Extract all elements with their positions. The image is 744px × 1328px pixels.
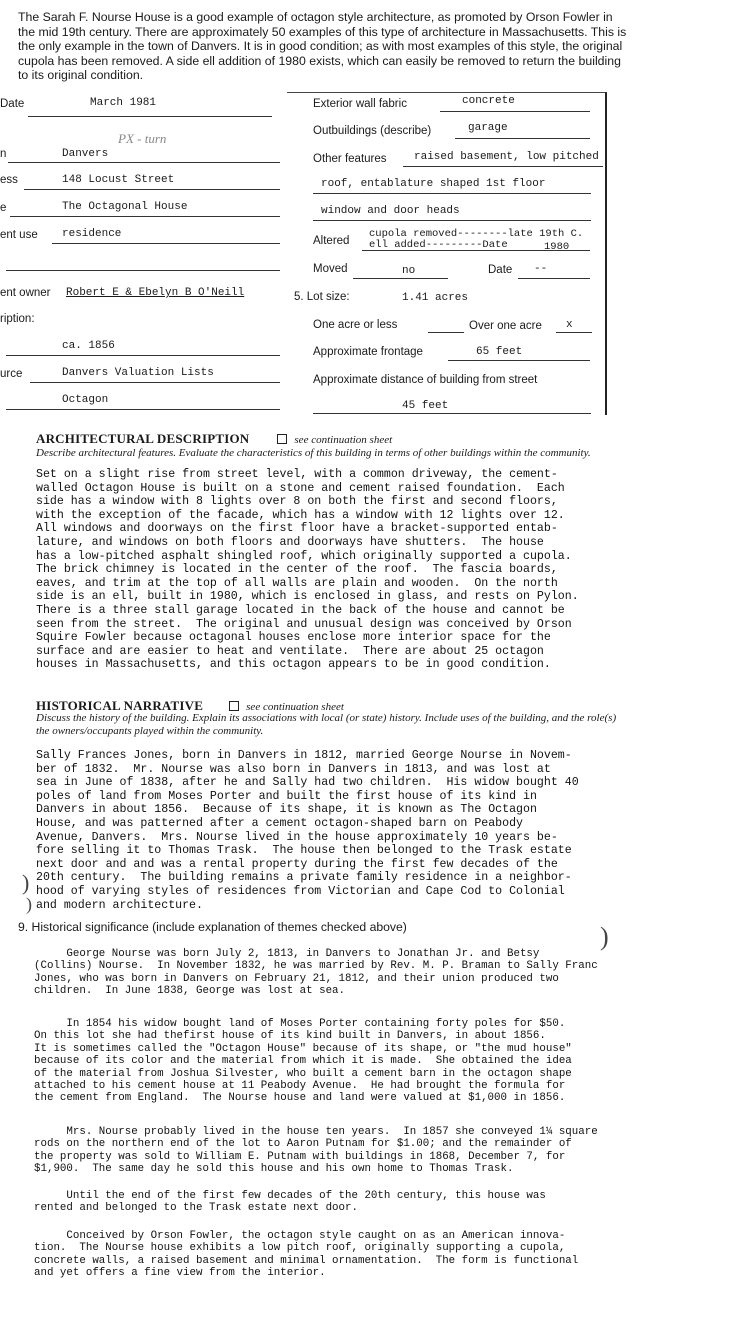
features-label: Other features [313,153,387,165]
use-value: residence [62,228,122,240]
significance-title: 9. Historical significance (include explanation of themes checked above) [18,920,407,934]
moved-date-value: -- [534,263,548,275]
historical-title: HISTORICAL NARRATIVE [36,698,204,713]
altered-date: 1980 [544,241,570,253]
over-one-acre-mark: x [566,319,573,331]
architectural-header [36,430,392,448]
wall-value: concrete [462,95,515,107]
town-label: n [0,148,7,160]
style-value: Octagon [62,394,109,406]
distance-value: 45 feet [402,400,449,412]
significance-p5: Conceived by Orson Fowler, the octagon style caught on as an American innova- tion. The Nourse house exhibits a low pitch roof, originally supporting a cupola, concrete walls, a raised basement and minimal ornamentation. The form is functional and yet offers a fine view from the interior. [34,1230,579,1280]
frontage-label: Approximate frontage [313,346,423,358]
date-value: March 1981 [90,97,157,109]
features-line1: raised basement, low pitched [414,151,599,163]
name-value: The Octagonal House [62,201,188,213]
outbuildings-value: garage [468,122,508,134]
over-one-acre: Over one acre [469,320,542,332]
significance-p2: In 1854 his widow bought land of Moses Porter containing forty poles for $50. On this lot she had thefirst house of its kind built in Danvers, in about 1856. It is sometimes called the "Octagon House" because of its shape, or "the mud house" because of its color and the material from which it is made. She obtained the idea of the material from Joshua Silvester, who built a cement barn in the octagon shape attached to his cement house at 11 Peabody Avenue. He had brought the formula for the cement from England. The Nourse house and land were valued at $1,000 in 1856. [34,1018,572,1105]
moved-label: Moved [313,263,348,275]
architectural-title: ARCHITECTURAL DESCRIPTION [36,431,250,446]
architectural-instructions: Describe architectural features. Evaluate the characteristics of this building in terms of other buildings within the community. [36,447,591,459]
address-value: 148 Locust Street [62,174,175,186]
margin-bracket-mark-2: ) [26,894,32,914]
moved-value: no [402,265,416,277]
owner-value: Robert E & Ebelyn B O'Neill [66,287,245,299]
significance-p3: Mrs. Nourse probably lived in the house ten years. In 1857 she conveyed 1¼ square rods on the northern end of the lot to Aaron Putnam for $1.00; and the remainder of the property was sold to William E. Putnam with buildings in 1868, December 7, for $1,900. The same day he sold this house and his own home to Thomas Trask. [34,1126,598,1176]
architectural-see-continuation: see continuation sheet [294,434,393,446]
lot-value: 1.41 acres [402,292,469,304]
historical-body: Sally Frances Jones, born in Danvers in 1812, married George Nourse in Novem- ber of 1832. Mr. Nourse was also born in Danvers in 1813, and was lost at sea in June of 1838, after he and Sally had two children. His widow bought 40 poles of land from Moses Porter and built the first house of its kind in Danvers in about 1856. Because of its shape, it is known as The Octagon House, and was patterned after a cement octagon-shaped barn on Peabody Avenue, Danvers. Mrs. Nourse lived in the house approximately 10 years be- fore selling it to Thomas Trask. The house then belonged to the Trask estate next door and and was a rental property during the first few decades of the 20th century. The building remains a private family residence in a neighbor- hood of varying styles of residences from Victorian and Cape Cod to Colonial and modern architecture. [36,749,579,912]
features-line2: roof, entablature shaped 1st floor [321,178,546,190]
date-label: Date [0,98,25,110]
altered-line2: ell added---------Date [369,239,508,251]
address-label: ess [0,174,18,186]
town-value: Danvers [62,148,109,160]
right-form-box [287,92,607,415]
margin-bracket-mark: ) [22,870,30,895]
source-label: urce [0,368,23,380]
name-label: e [0,202,7,214]
significance-p4: Until the end of the first few decades of the 20th century, this house was rented and belonged to the Trask estate next door. [34,1190,546,1215]
one-acre-less: One acre or less [313,319,398,331]
handwritten-note: PX - turn [118,131,167,146]
historical-instructions-2: the owners/occupants played within the community. [36,725,264,737]
use-label: ent use [0,229,38,241]
outbuildings-label: Outbuildings (describe) [313,125,432,137]
altered-line1: cupola removed--------late 19th C. [369,228,584,240]
continuation-checkbox-2[interactable] [229,701,239,711]
margin-bracket-mark-3: ) [600,922,609,951]
description-label: ription: [0,313,35,325]
features-line3: window and door heads [321,205,460,217]
altered-label: Altered [313,235,350,247]
date-built-value: ca. 1856 [62,340,115,352]
frontage-value: 65 feet [476,346,523,358]
historical-see-continuation: see continuation sheet [246,701,344,713]
significance-p1: George Nourse was born July 2, 1813, in Danvers to Jonathan Jr. and Betsy (Collins) Nourse. In November 1832, he was married by Rev. M. P. Braman to Sally Franc Jones, who was born in Danvers on February 21, 1812, and their union produced two children. In June 1838, George was lost at sea. [34,948,598,998]
moved-date-label: Date [488,264,513,276]
historical-instructions-1: Discuss the history of the building. Explain its associations with local (or state) history. Include uses of the building, and the role(s) [36,712,617,724]
intro-paragraph: The Sarah F. Nourse House is a good example of octagon style architecture, as promoted by Orson Fowler in the mid 19th century. There are approximately 50 examples of this type of architecture in Massachusetts. This is the only example in the town of Danvers. It is in good condition; as with most examples of this style, the original cupola has been removed. A side ell addition of 1980 exists, which can easily be removed to return the building to its original condition. [18,10,627,82]
source-value: Danvers Valuation Lists [62,367,214,379]
architectural-body: Set on a slight rise from street level, with a common driveway, the cement- walled Octagon House is built on a stone and cement raised foundation. Each side has a window with 8 lights over 8 on both the first and second floors, with the exception of the facade, which has a window with 12 lights over 12. All windows and doorways on the first floor have a bracket-supported entab- lature, and windows on both floors and doorways have shutters. The house has a low-pitched asphalt shingled roof, which originally supported a cupola. The brick chimney is located in the center of the roof. The fascia boards, eaves, and trim at the top of all walls are plain and wooden. On the north side is an ell, built in 1980, which is enclosed in glass, and rests on Pylon. There is a three stall garage located in the back of the house and cannot be seen from the street. The original and unusual design was conceived by Orson Squire Fowler because octagonal houses enclose more interior space for the surface and are easier to heat and ventilate. There are about 25 octagon houses in Massachusetts, and this octagon appears to be in good condition. [36,468,579,672]
continuation-checkbox[interactable] [277,434,287,444]
owner-label: ent owner [0,287,51,299]
wall-label: Exterior wall fabric [313,98,407,110]
lot-label: 5. Lot size: [294,291,350,303]
distance-label: Approximate distance of building from street [313,374,538,386]
